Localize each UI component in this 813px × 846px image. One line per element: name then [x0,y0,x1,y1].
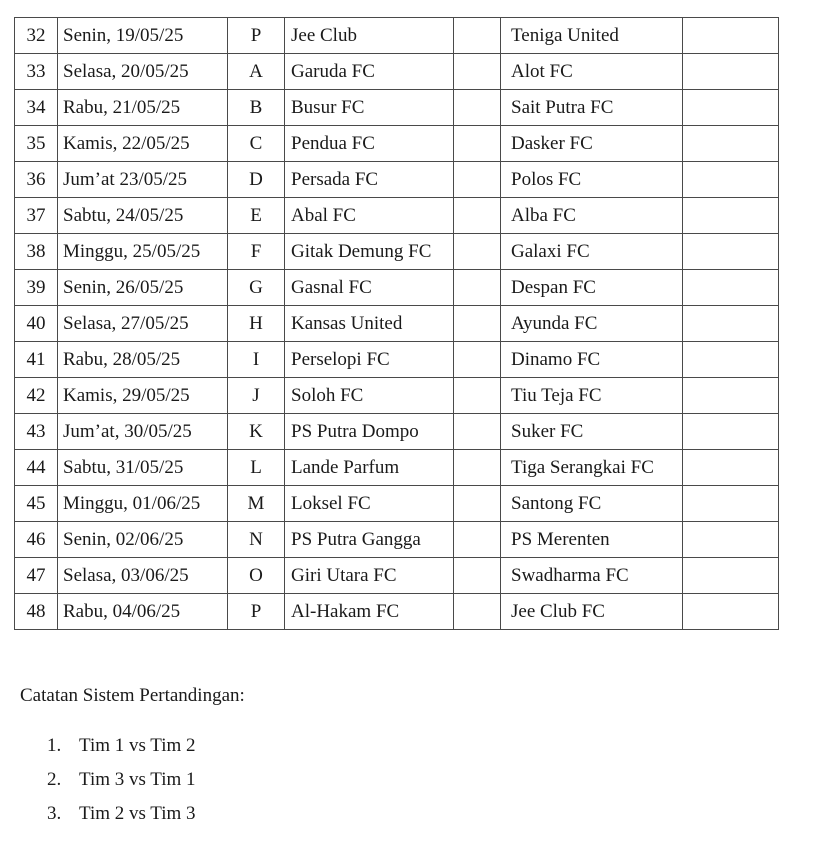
notes-list [20,729,245,831]
match-group: J [228,378,285,414]
table-row [15,522,779,558]
home-team: Lande Parfum [285,450,454,486]
home-team: Gitak Demung FC [285,234,454,270]
notes-title: Catatan Sistem Pertandingan: [20,685,245,706]
match-date: Jum’at, 30/05/25 [58,414,228,450]
match-date: Rabu, 04/06/25 [58,594,228,630]
list-item-number: 2. [47,769,62,790]
match-number: 36 [15,162,58,198]
empty-cell [454,594,501,630]
empty-cell [683,522,779,558]
home-team: Giri Utara FC [285,558,454,594]
empty-cell [454,162,501,198]
match-date: Jum’at 23/05/25 [58,162,228,198]
list-item [47,797,245,831]
table-row [15,270,779,306]
away-team: Dasker FC [501,126,683,162]
table-row [15,414,779,450]
empty-cell [683,414,779,450]
away-team: Alba FC [501,198,683,234]
match-date: Minggu, 25/05/25 [58,234,228,270]
empty-cell [454,378,501,414]
table-row [15,306,779,342]
match-group: H [228,306,285,342]
match-group: F [228,234,285,270]
match-date: Selasa, 27/05/25 [58,306,228,342]
list-item-number: 1. [47,735,62,756]
empty-cell [683,18,779,54]
schedule-body [15,18,779,630]
match-schedule-table [14,17,779,630]
match-group: B [228,90,285,126]
away-team: Tiga Serangkai FC [501,450,683,486]
match-group: P [228,594,285,630]
away-team: Polos FC [501,162,683,198]
home-team: Garuda FC [285,54,454,90]
away-team: Jee Club FC [501,594,683,630]
match-number: 35 [15,126,58,162]
match-group: A [228,54,285,90]
match-number: 43 [15,414,58,450]
match-group: E [228,198,285,234]
empty-cell [454,414,501,450]
table-row [15,90,779,126]
match-system-notes [20,685,245,831]
list-item [47,763,245,797]
match-date: Sabtu, 31/05/25 [58,450,228,486]
match-number: 42 [15,378,58,414]
home-team: Gasnal FC [285,270,454,306]
match-group: L [228,450,285,486]
away-team: Alot FC [501,54,683,90]
empty-cell [454,450,501,486]
away-team: Swadharma FC [501,558,683,594]
empty-cell [454,18,501,54]
empty-cell [454,486,501,522]
empty-cell [454,522,501,558]
empty-cell [683,90,779,126]
away-team: Suker FC [501,414,683,450]
table-row [15,378,779,414]
match-date: Kamis, 22/05/25 [58,126,228,162]
home-team: PS Putra Dompo [285,414,454,450]
match-date: Rabu, 21/05/25 [58,90,228,126]
away-team: Ayunda FC [501,306,683,342]
empty-cell [454,126,501,162]
match-date: Sabtu, 24/05/25 [58,198,228,234]
match-group: O [228,558,285,594]
home-team: Loksel FC [285,486,454,522]
match-date: Rabu, 28/05/25 [58,342,228,378]
empty-cell [683,342,779,378]
match-date: Selasa, 20/05/25 [58,54,228,90]
empty-cell [683,54,779,90]
match-group: I [228,342,285,378]
table-row [15,162,779,198]
empty-cell [454,270,501,306]
empty-cell [454,558,501,594]
empty-cell [683,270,779,306]
match-group: P [228,18,285,54]
empty-cell [454,198,501,234]
match-number: 45 [15,486,58,522]
table-row [15,558,779,594]
table-row [15,594,779,630]
list-item-text: Tim 2 vs Tim 3 [79,803,196,824]
match-number: 33 [15,54,58,90]
home-team: Soloh FC [285,378,454,414]
empty-cell [454,54,501,90]
match-number: 38 [15,234,58,270]
match-number: 37 [15,198,58,234]
away-team: Santong FC [501,486,683,522]
match-group: G [228,270,285,306]
away-team: Despan FC [501,270,683,306]
table-row [15,126,779,162]
list-item [47,729,245,763]
home-team: Perselopi FC [285,342,454,378]
away-team: Galaxi FC [501,234,683,270]
away-team: Tiu Teja FC [501,378,683,414]
home-team: Pendua FC [285,126,454,162]
empty-cell [454,90,501,126]
empty-cell [683,378,779,414]
home-team: Al-Hakam FC [285,594,454,630]
table-row [15,234,779,270]
empty-cell [683,558,779,594]
match-date: Senin, 02/06/25 [58,522,228,558]
match-number: 40 [15,306,58,342]
empty-cell [683,450,779,486]
away-team: Teniga United [501,18,683,54]
match-number: 47 [15,558,58,594]
match-number: 39 [15,270,58,306]
match-group: N [228,522,285,558]
home-team: Persada FC [285,162,454,198]
empty-cell [683,486,779,522]
empty-cell [454,306,501,342]
empty-cell [683,162,779,198]
match-group: D [228,162,285,198]
home-team: Busur FC [285,90,454,126]
home-team: Kansas United [285,306,454,342]
empty-cell [454,234,501,270]
match-date: Selasa, 03/06/25 [58,558,228,594]
table-row [15,198,779,234]
match-date: Kamis, 29/05/25 [58,378,228,414]
away-team: Dinamo FC [501,342,683,378]
match-number: 32 [15,18,58,54]
empty-cell [454,342,501,378]
match-number: 46 [15,522,58,558]
home-team: PS Putra Gangga [285,522,454,558]
match-group: K [228,414,285,450]
empty-cell [683,198,779,234]
match-group: C [228,126,285,162]
away-team: PS Merenten [501,522,683,558]
list-item-text: Tim 3 vs Tim 1 [79,769,196,790]
home-team: Jee Club [285,18,454,54]
table-row [15,18,779,54]
match-number: 41 [15,342,58,378]
list-item-number: 3. [47,803,62,824]
table-row [15,486,779,522]
match-date: Senin, 26/05/25 [58,270,228,306]
away-team: Sait Putra FC [501,90,683,126]
match-number: 34 [15,90,58,126]
match-date: Senin, 19/05/25 [58,18,228,54]
empty-cell [683,306,779,342]
home-team: Abal FC [285,198,454,234]
empty-cell [683,594,779,630]
table-row [15,54,779,90]
empty-cell [683,126,779,162]
table-row [15,450,779,486]
table-row [15,342,779,378]
match-number: 44 [15,450,58,486]
empty-cell [683,234,779,270]
list-item-text: Tim 1 vs Tim 2 [79,735,196,756]
match-group: M [228,486,285,522]
match-number: 48 [15,594,58,630]
match-date: Minggu, 01/06/25 [58,486,228,522]
